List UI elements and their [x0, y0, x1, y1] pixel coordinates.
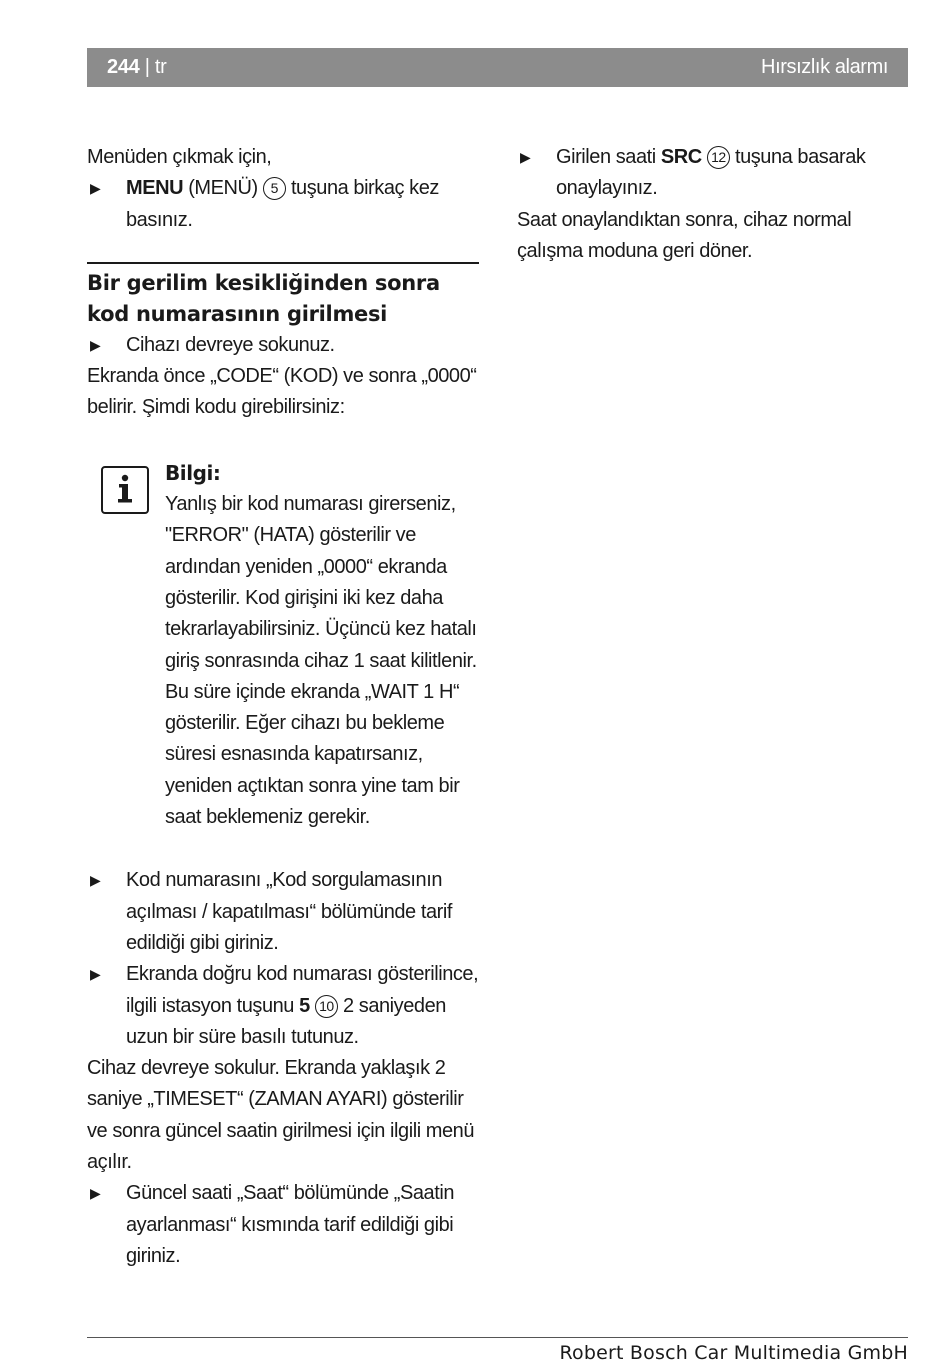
key-number-badge: 10	[315, 995, 338, 1018]
step-hold-key	[87, 959, 479, 1053]
step-confirm-text-after: tuşuna basarak onaylayınız.	[556, 146, 866, 200]
step-confirm-text-before: Girilen saati	[556, 146, 656, 168]
info-title: Bilgi:	[165, 460, 221, 485]
step-hold-text-before: Ekranda doğru kod numarası gösterilince, ilgili istasyon tuşunu	[126, 963, 479, 1017]
step-hold-text-after: 2 saniyeden uzun bir süre basılı tutunuz.	[126, 994, 446, 1048]
header-separator: |	[144, 56, 150, 78]
bullet-arrow-icon: ▶	[90, 336, 101, 353]
bullet-arrow-icon: ▶	[90, 872, 101, 889]
key-number-badge: 5	[263, 177, 286, 200]
section-divider	[87, 262, 479, 264]
info-text: Yanlış bir kod numarası girerseniz, "ERROR" (HATA) gösterilir ve ardından yeniden „0000“ ekranda gösterilir. Kod girişini iki kez daha tekrarlayabilirsiniz. Üçüncü kez hatalı giriş sonrasında cihaz 1 saat kilitlenir. Bu süre içinde ekranda „WAIT 1 H“ gösterilir. Eğer cihazı bu bekleme süresi esnasında kapatırsanız, yeniden açtıktan sonra yine tam bir saat beklemeniz gerekir.	[165, 493, 477, 829]
step-confirm-time	[517, 142, 877, 205]
footer-company: Robert Bosch Car Multimedia GmbH	[559, 1342, 908, 1364]
bullet-arrow-icon: ▶	[90, 1185, 101, 1202]
intro-text: Menüden çıkmak için,	[87, 146, 272, 168]
section-title: Hırsızlık alarmı	[761, 56, 888, 78]
header-language: tr	[154, 56, 167, 78]
page-number: 244	[107, 56, 140, 78]
info-icon	[101, 466, 149, 514]
key-number-badge: 12	[707, 146, 730, 169]
left-column	[87, 142, 479, 1272]
spacer	[87, 833, 479, 865]
bullet-arrow-icon: ▶	[90, 180, 101, 197]
step-enter-code-text: Kod numarasını „Kod sorgulamasının açılması / kapatılması“ bölümünde tarif edildiği gibi giriniz.	[126, 869, 452, 954]
station-key-label: 5	[299, 994, 310, 1017]
bullet-arrow-icon: ▶	[520, 149, 531, 165]
step-set-time	[87, 1178, 479, 1272]
menu-step-text: tuşuna birkaç kez basınız.	[126, 177, 439, 231]
menu-step	[87, 173, 479, 236]
step-power-on-text: Cihazı devreye sokunuz.	[126, 333, 335, 356]
right-column	[517, 142, 877, 267]
code-display-paragraph: Ekranda önce „CODE“ (KOD) ve sonra „0000“ belirir. Şimdi kodu girebilirsiniz:	[87, 365, 477, 419]
timeset-paragraph: Cihaz devreye sokulur. Ekranda yaklaşık 2 saniye „TIMESET“ (ZAMAN AYARI) gösterilir ve sonra güncel saatin girilmesi için ilgili menü açılır.	[87, 1057, 475, 1174]
header-page-info	[107, 56, 167, 79]
info-box	[87, 458, 479, 834]
section-heading: Bir gerilim kesikliğinden sonra kod numarasının girilmesi	[87, 270, 440, 326]
src-key-label: SRC	[660, 146, 702, 168]
page-header	[87, 48, 908, 87]
step-enter-code	[87, 865, 479, 959]
menu-key-label: MENU	[126, 177, 184, 200]
step-set-time-text: Güncel saati „Saat“ bölümünde „Saatin ayarlanması“ kısmında tarif edildiği gibi giriniz.	[126, 1182, 454, 1267]
footer-divider	[87, 1337, 908, 1338]
normal-mode-paragraph: Saat onaylandıktan sonra, cihaz normal çalışma moduna geri döner.	[517, 208, 852, 262]
menu-key-translation: (MENÜ)	[188, 177, 258, 200]
bullet-arrow-icon: ▶	[90, 966, 101, 983]
step-power-on	[87, 330, 479, 361]
